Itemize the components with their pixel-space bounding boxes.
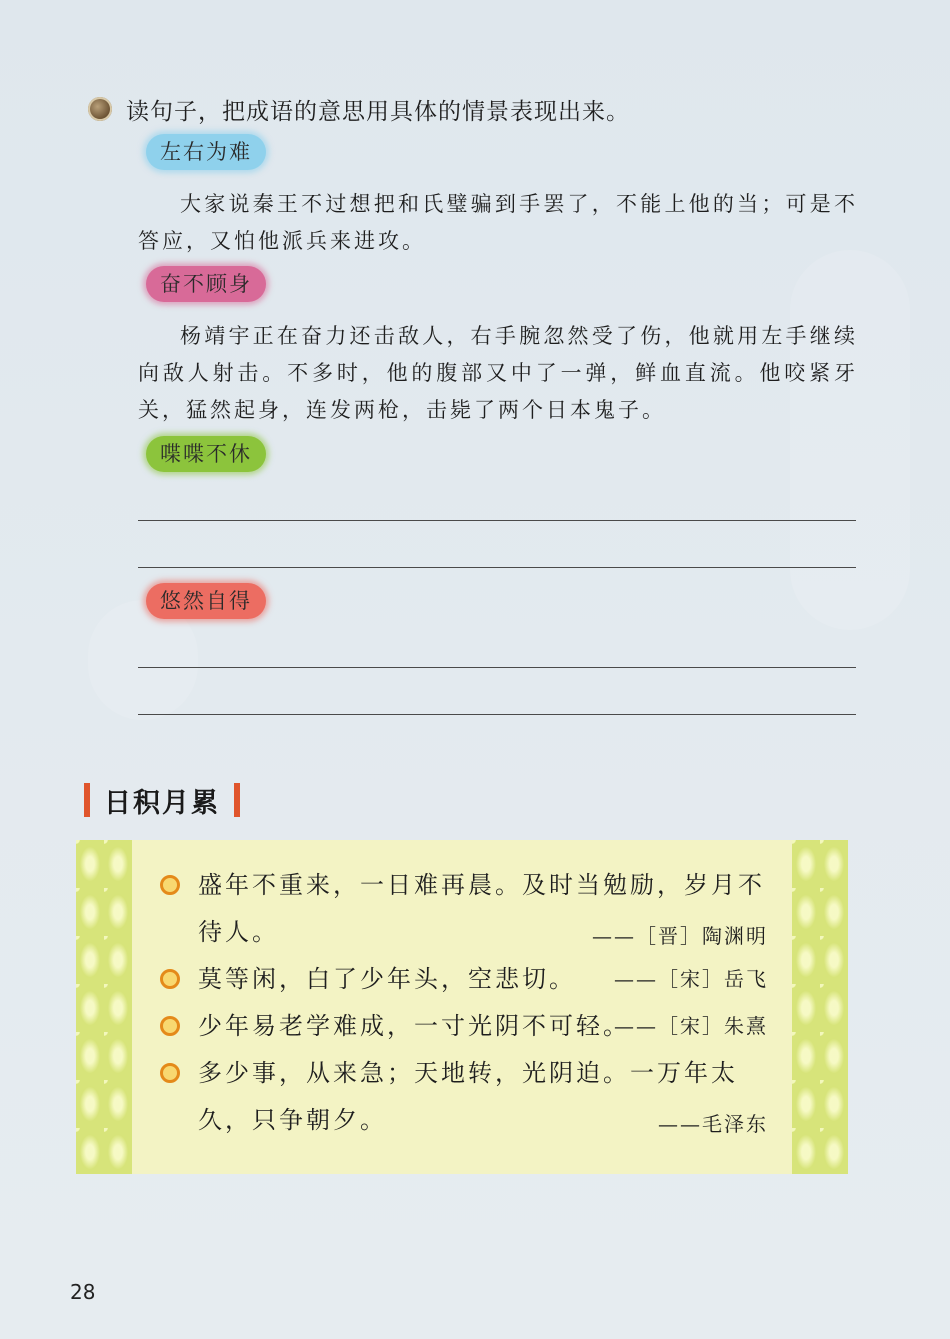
quote-attribution: ——［宋］岳飞: [614, 967, 768, 991]
idiom-tag-3: 喋喋不休: [146, 436, 266, 472]
quote-item-3: [160, 1003, 768, 1050]
section-title-text: 日积月累: [104, 787, 220, 819]
quote-item-2: [160, 956, 768, 1003]
answer-line[interactable]: [138, 520, 856, 521]
background-decoration: [790, 250, 910, 630]
circle-bullet-icon: [160, 1016, 180, 1036]
example-paragraph-1: 大家说秦王不过想把和氏璧骗到手罢了，不能上他的当；可是不答应，又怕他派兵来进攻。: [138, 192, 858, 253]
quote-text: 盛年不重来，一日难再晨。及时当勉励，岁月不待人。: [198, 871, 765, 946]
instruction-text: 读句子，把成语的意思用具体的情景表现出来。: [126, 98, 630, 125]
section-title: [84, 780, 240, 820]
quote-text: 少年易老学难成，一寸光阴不可轻。: [198, 1012, 630, 1040]
answer-line[interactable]: [138, 714, 856, 715]
quote-item-4: [160, 1050, 768, 1144]
title-bar-left: [84, 783, 90, 817]
idiom-tag-1: 左右为难: [146, 134, 266, 170]
idiom-tag-4: 悠然自得: [146, 583, 266, 619]
decorative-border-right: [792, 840, 848, 1174]
quote-attribution: ——毛泽东: [658, 1112, 768, 1136]
circle-bullet-icon: [160, 969, 180, 989]
quote-attribution: ——［晋］陶渊明: [592, 924, 768, 948]
example-paragraph-2: 杨靖宇正在奋力还击敌人，右手腕忽然受了伤，他就用左手继续向敌人射击。不多时，他的腹部又中了一弹，鲜血直流。他咬紧牙关，猛然起身，连发两枪，击毙了两个日本鬼子。: [138, 324, 858, 422]
quote-item-1: [160, 862, 768, 956]
exercise-instruction: [88, 92, 630, 126]
circle-bullet-icon: [160, 875, 180, 895]
answer-line[interactable]: [138, 667, 856, 668]
quote-text: 莫等闲，白了少年头，空悲切。: [198, 965, 576, 993]
quote-box: [76, 840, 848, 1174]
quote-text: 多少事，从来急；天地转，光阴迫。一万年太久，只争朝夕。: [198, 1059, 738, 1134]
idiom-tag-2: 奋不顾身: [146, 266, 266, 302]
page-number: 28: [70, 1280, 96, 1304]
title-bar-right: [234, 783, 240, 817]
quote-attribution: ——［宋］朱熹: [614, 1014, 768, 1038]
circle-bullet-icon: [160, 1063, 180, 1083]
decorative-border-left: [76, 840, 132, 1174]
exercise-bullet-icon: [88, 97, 112, 121]
answer-line[interactable]: [138, 567, 856, 568]
quote-list: [160, 862, 768, 1144]
